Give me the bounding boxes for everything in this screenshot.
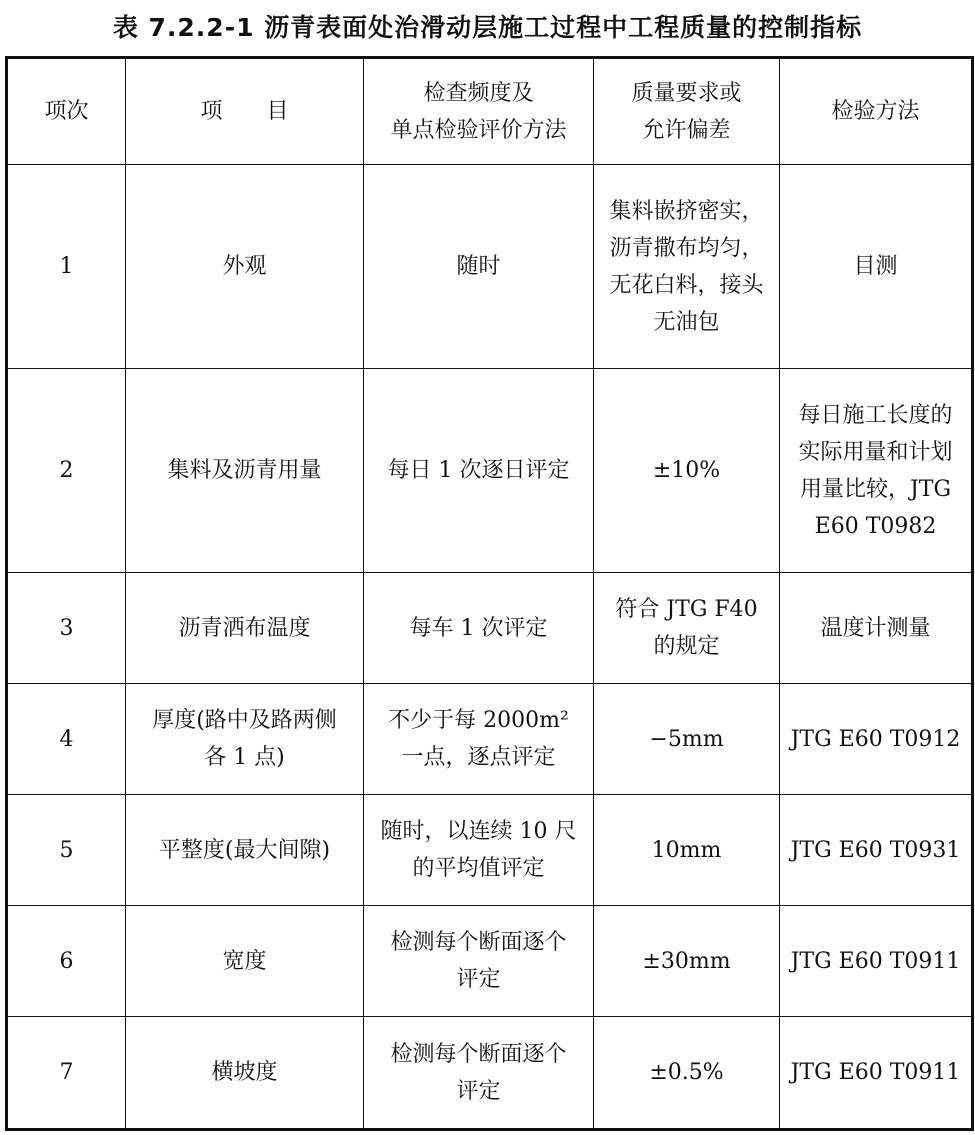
cell-frequency bbox=[364, 1017, 594, 1130]
cell-requirement-line: 10mm bbox=[651, 837, 722, 863]
cell-requirement-line: 无花白料，接头 bbox=[609, 272, 764, 298]
cell-frequency-line: 不少于每 2000m² bbox=[388, 708, 569, 733]
cell-no bbox=[7, 906, 126, 1017]
cell-frequency-line: 一点，逐点评定 bbox=[401, 745, 556, 770]
cell-requirement-line: 无油包 bbox=[653, 309, 720, 335]
cell-frequency-line: 随时 bbox=[456, 254, 501, 279]
cell-no-line: 5 bbox=[59, 837, 74, 863]
cell-method bbox=[780, 684, 973, 795]
cell-method-line: 目测 bbox=[853, 254, 898, 279]
cell-item-line: 平整度(最大间隙) bbox=[158, 837, 331, 863]
cell-item-line: 宽度 bbox=[222, 948, 267, 974]
table-row bbox=[7, 1017, 973, 1130]
cell-frequency bbox=[364, 573, 594, 684]
cell-frequency bbox=[364, 795, 594, 906]
cell-method-line: JTG E60 T0912 bbox=[790, 726, 961, 752]
cell-requirement bbox=[594, 165, 780, 369]
cell-frequency-line: 检测每个断面逐个 bbox=[390, 930, 567, 955]
header-cell-frequency-line: 单点检验评价方法 bbox=[390, 117, 567, 143]
cell-method-line: JTG E60 T0911 bbox=[790, 948, 961, 974]
cell-frequency-line: 评定 bbox=[456, 967, 501, 992]
cell-no bbox=[7, 1017, 126, 1130]
header-cell-item-line: 项 目 bbox=[200, 99, 289, 124]
table-row bbox=[7, 369, 973, 573]
table-row bbox=[7, 165, 973, 369]
cell-no bbox=[7, 165, 126, 369]
header-cell-requirement-line: 质量要求或 bbox=[631, 80, 742, 106]
cell-method bbox=[780, 906, 973, 1017]
quality-control-table bbox=[5, 56, 974, 1131]
cell-method-line: 温度计测量 bbox=[820, 615, 931, 641]
cell-item bbox=[126, 906, 364, 1017]
header-cell-no-line: 项次 bbox=[44, 99, 89, 124]
table-body bbox=[7, 58, 973, 1130]
header-row bbox=[7, 58, 973, 165]
cell-item bbox=[126, 795, 364, 906]
cell-requirement-line: 沥青撒布均匀， bbox=[609, 235, 764, 261]
cell-item bbox=[126, 573, 364, 684]
cell-frequency bbox=[364, 684, 594, 795]
table-row bbox=[7, 573, 973, 684]
cell-requirement bbox=[594, 573, 780, 684]
cell-method-line: JTG E60 T0911 bbox=[790, 1060, 961, 1085]
cell-no-line: 2 bbox=[59, 458, 74, 483]
cell-requirement-line: ±0.5% bbox=[649, 1060, 724, 1085]
table-row bbox=[7, 795, 973, 906]
cell-item-line: 各 1 点) bbox=[204, 745, 285, 770]
table-row bbox=[7, 906, 973, 1017]
header-cell-method bbox=[780, 58, 973, 165]
cell-no bbox=[7, 795, 126, 906]
cell-frequency-line: 检测每个断面逐个 bbox=[390, 1041, 567, 1067]
cell-item-line: 外观 bbox=[222, 254, 267, 279]
table-row bbox=[7, 684, 973, 795]
cell-item bbox=[126, 165, 364, 369]
cell-method bbox=[780, 165, 973, 369]
cell-method bbox=[780, 795, 973, 906]
cell-item bbox=[126, 684, 364, 795]
cell-method-line: 每日施工长度的 bbox=[798, 402, 953, 428]
header-cell-requirement-line: 允许偏差 bbox=[642, 117, 731, 143]
cell-no-line: 6 bbox=[59, 948, 74, 974]
cell-frequency-line: 每日 1 次逐日评定 bbox=[387, 458, 570, 483]
cell-method-line: E60 T0982 bbox=[814, 513, 937, 539]
cell-requirement-line: ±10% bbox=[652, 458, 721, 483]
cell-frequency-line: 随时，以连续 10 尺 bbox=[380, 819, 577, 844]
cell-method bbox=[780, 369, 973, 573]
cell-requirement-line: ±30mm bbox=[642, 948, 731, 974]
cell-no bbox=[7, 369, 126, 573]
cell-requirement bbox=[594, 906, 780, 1017]
cell-frequency bbox=[364, 906, 594, 1017]
cell-no-line: 3 bbox=[59, 615, 74, 641]
table-title: 表 7.2.2-1 沥青表面处治滑动层施工过程中工程质量的控制指标 bbox=[112, 13, 863, 42]
cell-method bbox=[780, 573, 973, 684]
cell-method-line: 用量比较，JTG bbox=[799, 476, 952, 502]
cell-no-line: 7 bbox=[59, 1060, 74, 1085]
cell-no bbox=[7, 573, 126, 684]
cell-requirement-line: 的规定 bbox=[653, 634, 720, 659]
cell-requirement bbox=[594, 684, 780, 795]
cell-frequency-line: 每车 1 次评定 bbox=[409, 615, 548, 641]
cell-requirement bbox=[594, 369, 780, 573]
cell-requirement bbox=[594, 795, 780, 906]
header-cell-requirement bbox=[594, 58, 780, 165]
cell-requirement-line: −5mm bbox=[649, 726, 724, 752]
cell-requirement-line: 符合 JTG F40 bbox=[615, 597, 758, 622]
cell-method-line: JTG E60 T0931 bbox=[790, 837, 961, 863]
cell-item bbox=[126, 369, 364, 573]
cell-item-line: 集料及沥青用量 bbox=[167, 458, 322, 483]
cell-frequency bbox=[364, 165, 594, 369]
cell-item-line: 厚度(路中及路两侧 bbox=[152, 708, 337, 733]
cell-method bbox=[780, 1017, 973, 1130]
header-cell-item bbox=[126, 58, 364, 165]
header-cell-frequency bbox=[364, 58, 594, 165]
cell-requirement-line: 集料嵌挤密实， bbox=[609, 198, 764, 224]
cell-frequency-line: 评定 bbox=[456, 1078, 501, 1104]
cell-no-line: 1 bbox=[59, 254, 74, 279]
cell-method-line: 实际用量和计划 bbox=[798, 439, 953, 465]
cell-item-line: 横坡度 bbox=[211, 1060, 278, 1085]
header-cell-no bbox=[7, 58, 126, 165]
header-cell-method-line: 检验方法 bbox=[831, 99, 920, 124]
cell-frequency-line: 的平均值评定 bbox=[412, 856, 545, 881]
cell-item bbox=[126, 1017, 364, 1130]
cell-no bbox=[7, 684, 126, 795]
cell-requirement bbox=[594, 1017, 780, 1130]
cell-no-line: 4 bbox=[59, 726, 74, 752]
header-cell-frequency-line: 检查频度及 bbox=[423, 80, 534, 106]
cell-frequency bbox=[364, 369, 594, 573]
cell-item-line: 沥青洒布温度 bbox=[178, 615, 311, 641]
